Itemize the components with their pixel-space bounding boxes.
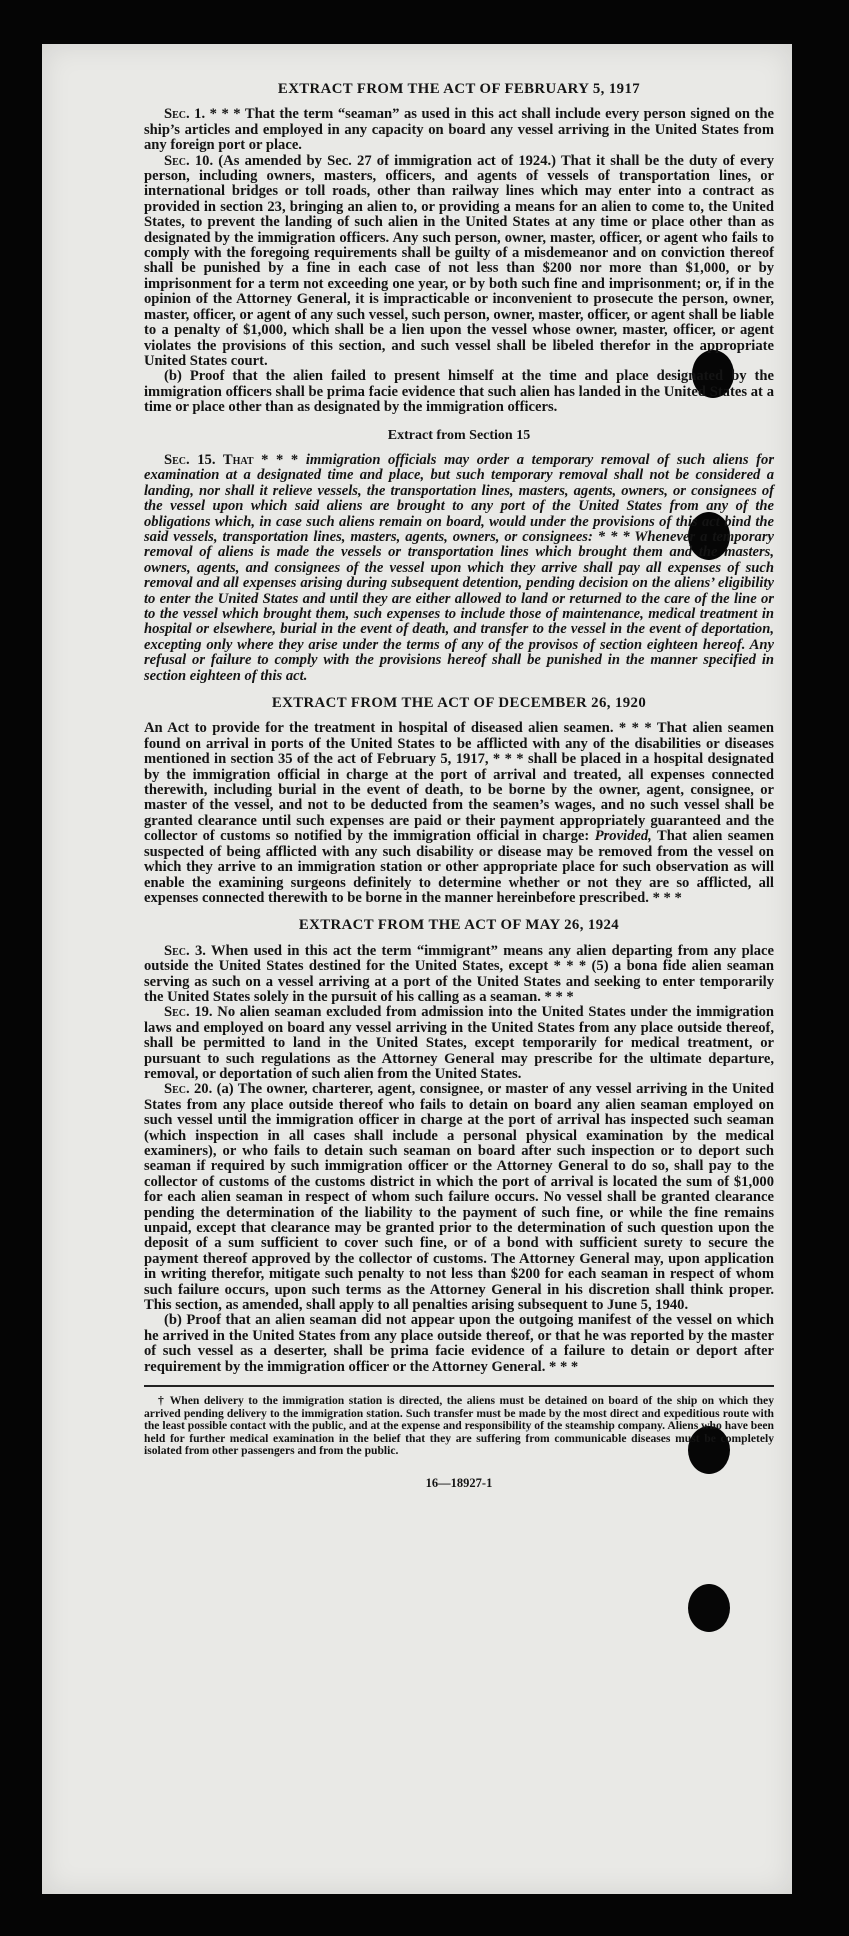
section-3-text: When used in this act the term “immigrant” means any alien departing from any place outside the United States destined for the United States, except * * * (5) a bona fide alien seaman serving as such on a vessel arriving at a port of the United States and seeking to enter temporarily the United States solely in the pursuit of his calling as a seaman. * * * [144,942,774,1005]
heading-act-1920: EXTRACT FROM THE ACT OF DECEMBER 26, 1920 [271,695,647,712]
section-10-b: (b) Proof that the alien failed to present himself at the time and place designated by the immigration officers shall be prima facie evidence that such alien has landed in the United States at a time or place other than as designated by the immigration officers. [144,368,774,416]
heading-act-1917: EXTRACT FROM THE ACT OF FEBRUARY 5, 1917 [277,81,641,97]
punch-hole [688,1584,730,1632]
section-10 [144,154,774,370]
section-20-b: (b) Proof that an alien seaman did not appear upon the outgoing manifest of the vessel on which he arrived in the United States from any place outside thereof, or that he was reported by the master of such vessel as a deserter, shall be prima facie evidence of a failure to detain or deport after requirement by the immigration officer or the Attorney General. * * * [144,1312,774,1375]
subheading-section-15: Extract from Section 15 [387,427,531,443]
act-1920-provided: Provided, [594,828,652,845]
footnote-divider [144,1385,774,1387]
section-20 [144,1082,774,1313]
section-10-text: (As amended by Sec. 27 of immigration act of 1924.) That it shall be the duty of every person, including owners, masters, officers, and agents of vessels of transportation lines, or international bridges or toll roads, other than railway lines which may enter into a contract as provided in section 23, bringing an alien to, or providing a means for an alien to come to, the United States, to prevent the landing of such alien in the United States at any time or place other than as designated by the immigration officers. Any such person, owner, master, officer, or agent who fails to comply with the foregoing requirements shall be guilty of a misdemeanor and on conviction thereof shall be punished by a fine in each case of not less than $200 nor more than $1,000, or by imprisonment for a term not exceeding one year, or by both such fine and imprisonment; or, if in the opinion of the Attorney General, it is impracticable or inconvenient to prosecute the person, owner, master, officer, or agent of any such vessel, such person, owner, master, officer, or agent shall be liable to a penalty of $1,000, which shall be a lien upon the vessel whose owner, master, officer, or agent violates the provisions of this section, and such vessel shall be libeled therefor in the appropriate United States court. [144,152,774,369]
act-1920-text-2: That alien seamen suspected of being afflicted with any such disability or disease may be removed from the vessel on which they arrive to an immigration station or other appropriate place for such observation as will enable the examining surgeons definitely to determine whether or not they are so afflicted, all expenses connected therewith to be borne in the manner hereinbefore prescribed. * * * [144,828,774,906]
section-3 [144,944,774,1006]
section-1 [144,107,774,153]
section-19-label: Sec. 19. [164,1004,213,1021]
section-19 [144,1005,774,1082]
section-3-label: Sec. 3. [164,942,206,959]
heading-act-1924: EXTRACT FROM THE ACT OF MAY 26, 1924 [298,917,620,934]
act-1920-body [144,721,774,906]
section-15-text: immigration officials may order a temporary removal of such aliens for examination at a designated time and place, but such temporary removal shall not be considered a landing, nor shall it relieve vessels, the transportation lines, masters, agents, owners, or consignees of the vessel upon which said aliens are brought to any port of the United States from any of the obligations which, in case such aliens remain on board, would under the provisions of this act bind the said vessels, transportation lines, masters, agents, owners, or consignees: * * * Whenever a temporary removal of aliens is made the vessels or transportation lines which brought them and the masters, owners, agents, and consignees of the vessel upon which they arrive shall pay all expenses of such removal and all expenses arising during subsequent detention, pending decision on the aliens’ eligibility to enter the United States and until they are either allowed to land or returned to the care of the line or to the vessel which brought them, such expenses to include those of maintenance, medical treatment in hospital or elsewhere, burial in the event of death, and transfer to the vessel in the event of deportation, excepting only where they arise under the terms of any of the provisos of section eighteen hereof. Any refusal or failure to comply with the provisions hereof shall be punished in the manner specified in section eighteen of this act. [144,451,774,684]
act-1920-text: An Act to provide for the treatment in hospital of diseased alien seamen. * * * That alien seamen found on arrival in ports of the United States to be afflicted with any of the disabilities or diseases mentioned in section 35 of the act of February 5, 1917, * * * shall be placed in a hospital designated by the immigration official in charge at the port of arrival and treated, all expenses connected therewith, including burial in the event of death, to be borne by the owner, agent, consignee, or master of the vessel, and not to be deducted from the seamen’s wages, and no such vessel shall be granted clearance until such expenses are paid or their payment appropriately guaranteed and the collector of customs so notified by the immigration official in charge: [144,720,774,845]
section-15 [144,453,774,684]
section-1-text: That the term “seaman” as used in this act shall include every person signed on the ship’s articles and employed in any capacity on board any vessel arriving in the United States from any foreign port or place. [144,106,774,154]
document-page [42,44,792,1894]
section-20-text: (a) The owner, charterer, agent, consignee, or master of any vessel arriving in the United States from any place outside thereof who fails to detain on board any alien seaman employed on such vessel until the immigration officer in charge at the port of arrival has inspected such seaman (which inspection in all cases shall include a personal physical examination by the medical examiners), or who fails to detain such seaman on board after such inspection or to deport such seaman if required by such immigration officer or the Attorney General to do so, shall pay to the collector of customs of the customs district in which the port of arrival is located the sum of $1,000 for each alien seaman in respect of whom such failure occurs. No vessel shall be granted clearance pending the determination of the liability to the payment of such fine, or while the fine remains unpaid, except that clearance may be granted prior to the determination of such question upon the deposit of a sum sufficient to cover such fine, or of a bond with sufficient surety to secure the payment thereof approved by the collector of customs. The Attorney General may, upon application in writing therefor, mitigate such penalty to not less than $200 for each seaman in respect of whom such failure occurs, upon such terms as the Attorney General in his discretion shall think proper. This section, as amended, shall apply to all penalties arising subsequent to June 5, 1940. [144,1081,774,1314]
form-code: 16—18927-1 [425,1476,493,1491]
section-20-label: Sec. 20. [164,1081,213,1098]
section-15-label: Sec. 15. That * * * [164,451,299,468]
section-10-label: Sec. 10. [164,152,214,169]
section-19-text: No alien seaman excluded from admission into the United States under the immigration laws and employed on board any vessel arriving in the United States from any place outside thereof, shall be permitted to land in the United States, except temporarily for medical treatment, or pursuant to such regulations as the Attorney General may prescribe for the ultimate departure, removal, or deportation of such alien from the United States. [144,1004,774,1082]
section-1-label: Sec. 1. * * * [164,106,241,123]
footnote: † When delivery to the immigration station is directed, the aliens must be detained on board of the ship on which they arrived pending delivery to the immigration station. Such transfer must be made by the most direct and expeditious route with the least possible contact with the public, and at the expense and responsibility of the steamship company. Aliens who have been held for further medical examination in the belief that they are suffering from communicable diseases must be completely isolated from other passengers and from the public. [144,1394,774,1458]
document-body [144,82,774,1491]
